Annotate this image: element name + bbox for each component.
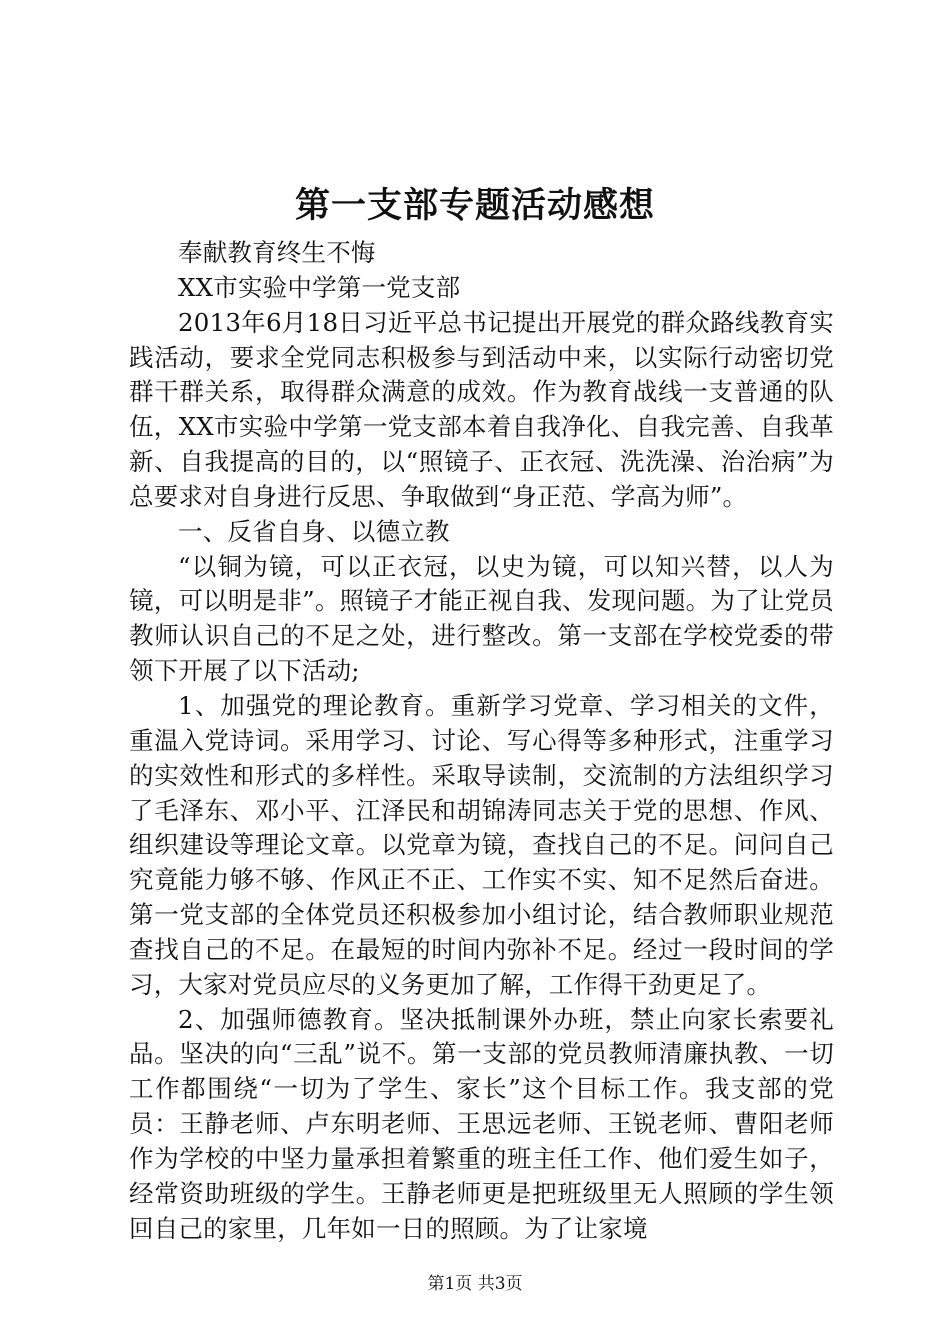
document-title: 第一支部专题活动感想 [294, 185, 655, 226]
page-footer: 第1页 共3页 [427, 1274, 523, 1294]
body-paragraph: “以铜为镜，可以正衣冠，以史为镜，可以知兴替，以人为镜，可以明是非”。照镜子才能正视自我、发现问题。为了让党员教师认识自己的不足之处，进行整改。第一支部在学校党委的带领下开展了以下活动; [129, 551, 834, 686]
section-heading: 一、反省自身、以德立教 [178, 516, 450, 546]
document-body [129, 236, 834, 1246]
body-paragraph: 2、加强师德教育。坚决抵制课外办班，禁止向家长索要礼品。坚决的向“三乱”说不。第一支部的党员教师清廉执教、一切工作都围绕“一切为了学生、家长”这个目标工作。我支部的党员：王静老师、卢东明老师、王思远老师、王锐老师、曹阳老师作为学校的中坚力量承担着繁重的班主任工作、他们爱生如子，经常资助班级的学生。王静老师更是把班级里无人照顾的学生领回自己的家里，几年如一日的照顾。为了让家境 [129, 1004, 834, 1243]
subtitle-line: 奉献教育终生不悔 [178, 238, 376, 267]
author-line: XX市实验中学第一党支部 [178, 272, 461, 302]
body-paragraph: 1、加强党的理论教育。重新学习党章、学习相关的文件，重温入党诗词。采用学习、讨论、写心得等多种形式，注重学习的实效性和形式的多样性。采取导读制，交流制的方法组织学习了毛泽东、邓小平、江泽民和胡锦涛同志关于党的思想、作风、组织建设等理论文章。以党章为镜，查找自己的不足。问问自己究竟能力够不够、作风正不正、工作实不实、知不足然后奋进。第一党支部的全体党员还积极参加小组讨论，结合教师职业规范查找自己的不足。在最短的时间内弥补不足。经过一段时间的学习，大家对党员应尽的义务更加了解，工作得干劲更足了。 [129, 690, 834, 999]
body-paragraph: 2013年6月18日习近平总书记提出开展党的群众路线教育实践活动，要求全党同志积极参与到活动中来，以实际行动密切党群干群关系，取得群众满意的成效。作为教育战线一支普通的队伍，XX市实验中学第一党支部本着自我净化、自我完善、自我革新、自我提高的目的，以“照镜子、正衣冠、洗洗澡、治治病”为总要求对自身进行反思、争取做到“身正范、学高为师”。 [129, 307, 834, 511]
